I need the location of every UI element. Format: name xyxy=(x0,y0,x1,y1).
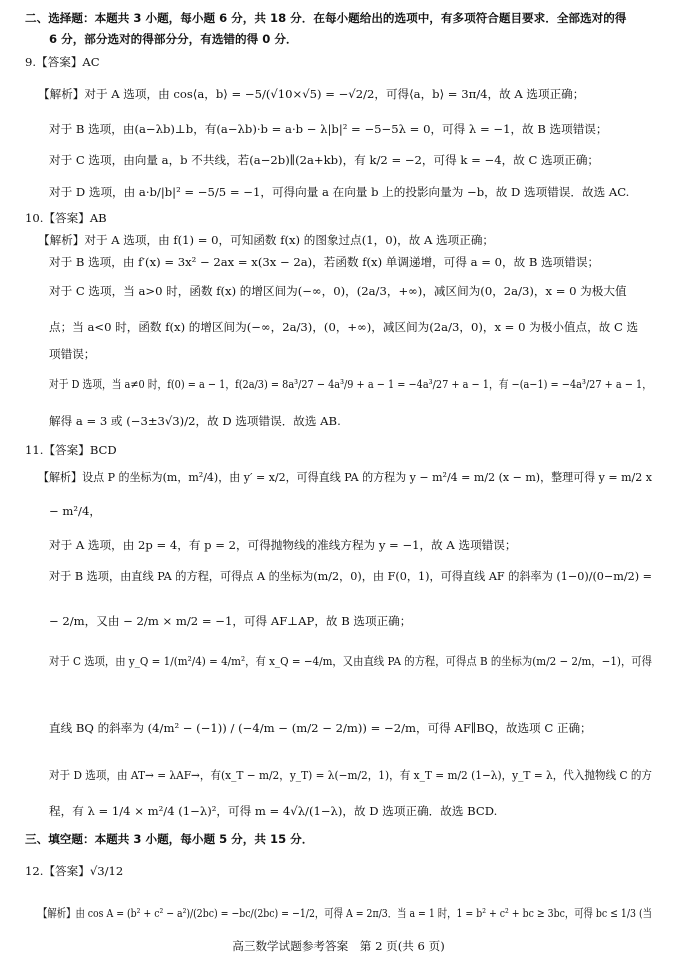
text-line-content: 项错误； xyxy=(49,347,96,361)
text-line-q11-b2 xyxy=(0,613,677,629)
text-line-q10-answer xyxy=(0,210,677,226)
page-footer: 高三数学试题参考答案 第 2 页(共 6 页) xyxy=(232,939,445,953)
text-line-q11-main2 xyxy=(0,503,677,519)
text-line-content: 【解析】设点 P 的坐标为(m，m²/4)，由 y′ = x/2，可得直线 PA 的方程为 y − m²/4 = m/2 (x − m)，整理可得 y = m/2 x xyxy=(38,470,652,484)
text-line-q10-d2 xyxy=(0,413,677,429)
text-line-content: 12.【答案】√3/12 xyxy=(25,864,124,878)
text-line-content: 对于 B 选项，由直线 PA 的方程，可得点 A 的坐标为(m/2，0)，由 F(0，1)，可得直线 AF 的斜率为 (1−0)/(0−m/2) = xyxy=(49,569,652,583)
text-line-content: 11.【答案】BCD xyxy=(25,443,117,457)
text-line-content: 对于 D 选项，由 AT→ = λAF→，有(x_T − m/2，y_T) = λ(−m/2，1)，有 x_T = m/2 (1−λ)，y_T = λ，代入抛物线 C 的方 xyxy=(49,768,652,782)
text-line-q10-d1 xyxy=(0,376,677,392)
text-line-q11-b1 xyxy=(0,568,677,584)
text-line-s3-title xyxy=(0,831,677,847)
text-line-content: 二、选择题：本题共 3 小题，每小题 6 分，共 18 分．在每小题给出的选项中，有多项符合题目要求．全部选对的得 xyxy=(25,11,627,25)
text-line-q11-c1 xyxy=(0,653,677,669)
text-line-q9-d xyxy=(0,184,677,200)
text-line-q9-answer xyxy=(0,54,677,70)
text-line-q10-a xyxy=(0,232,677,248)
text-line-content: 直线 BQ 的斜率为 (4/m² − (−1)) / (−4/m − (m/2 − 2/m)) = −2/m，可得 AF∥BQ，故选项 C 正确； xyxy=(49,721,592,735)
text-line-content: 【解析】对于 A 选项，由 cos⟨a，b⟩ = −5/(√10×√5) = −√2/2，可得⟨a，b⟩ = 3π/4，故 A 选项正确； xyxy=(38,87,585,101)
text-line-q11-c2 xyxy=(0,720,677,736)
text-line-content: − m²/4， xyxy=(49,504,101,518)
text-line-q9-a xyxy=(0,86,677,102)
text-line-content: 点；当 a<0 时，函数 f(x) 的增区间为(−∞，2a/3)，(0，+∞)，减区间为(2a/3，0)，x = 0 为极小值点，故 C 选 xyxy=(49,320,639,334)
text-line-content: 对于 B 选项，由 f′(x) = 3x² − 2ax = x(3x − 2a)，若函数 f(x) 单调递增，可得 a = 0，故 B 选项错误； xyxy=(49,255,600,269)
text-line-content: 程，有 λ = 1/4 × m²/4 (1−λ)²，可得 m = 4√λ/(1−λ)，故 D 选项正确．故选 BCD. xyxy=(49,804,498,818)
text-line-content: 对于 D 选项，当 a≠0 时，f(0) = a − 1，f(2a/3) = 8a³/27 − 4a³/9 + a − 1 = −4a³/27 + a − 1，有 −(a−1) = −4a³/27 + a − 1， xyxy=(49,377,652,391)
text-line-q10-c3 xyxy=(0,346,677,362)
text-line-content: 6 分，部分选对的得部分分，有选错的得 0 分． xyxy=(49,32,298,46)
text-line-content: 对于 C 选项，当 a>0 时，函数 f(x) 的增区间为(−∞，0)，(2a/3，+∞)，减区间为(0，2a/3)，x = 0 为极大值 xyxy=(49,284,627,298)
text-line-s2-title-1 xyxy=(0,10,677,26)
text-line-q12-answer xyxy=(0,863,677,879)
text-line-content: 对于 C 选项，由 y_Q = 1/(m²/4) = 4/m²，有 x_Q = −4/m，又由直线 PA 的方程，可得点 B 的坐标为(m/2 − 2/m，−1)，可得 xyxy=(49,654,652,668)
text-line-content: 对于 A 选项，由 2p = 4，有 p = 2，可得抛物线的准线方程为 y = −1，故 A 选项错误； xyxy=(49,538,517,552)
text-line-q11-d1 xyxy=(0,767,677,783)
text-line-q11-answer xyxy=(0,442,677,458)
text-line-content: 【解析】对于 A 选项，由 f(1) = 0，可知函数 f(x) 的图象过点(1，0)，故 A 选项正确； xyxy=(38,233,495,247)
text-line-q11-main1 xyxy=(0,469,677,485)
text-line-content: 对于 D 选项，由 a·b/|b|² = −5/5 = −1，可得向量 a 在向量 b 上的投影向量为 −b，故 D 选项错误．故选 AC. xyxy=(49,185,630,199)
text-line-q11-d2 xyxy=(0,803,677,819)
text-line-content: 对于 B 选项，由(a−λb)⊥b，有(a−λb)·b = a·b − λ|b|² = −5−5λ = 0，可得 λ = −1，故 B 选项错误； xyxy=(49,122,608,136)
text-line-content: 对于 C 选项，由向量 a，b 不共线，若(a−2b)∥(2a+kb)，有 k/2 = −2，可得 k = −4，故 C 选项正确； xyxy=(49,153,600,167)
text-line-content: 三、填空题：本题共 3 小题，每小题 5 分，共 15 分． xyxy=(25,832,314,846)
text-line-q11-a xyxy=(0,537,677,553)
text-line-content: 9.【答案】AC xyxy=(25,55,100,69)
text-line-content: 解得 a = 3 或 (−3±3√3)/2，故 D 选项错误．故选 AB. xyxy=(49,414,341,428)
text-line-s2-title-2 xyxy=(0,31,677,47)
text-line-content: 10.【答案】AB xyxy=(25,211,107,225)
text-line-q9-c xyxy=(0,152,677,168)
text-line-content: 【解析】由 cos A = (b² + c² − a²)/(2bc) = −bc/(2bc) = −1/2，可得 A = 2π/3．当 a = 1 时，1 = b² + c² + bc ≥ 3bc，可得 bc ≤ 1/3 (当 xyxy=(38,906,652,920)
text-line-q9-b xyxy=(0,121,677,137)
text-line-q10-c1 xyxy=(0,283,677,299)
text-line-q12-a xyxy=(0,905,677,921)
text-line-q10-c2 xyxy=(0,319,677,335)
text-line-content: − 2/m，又由 − 2/m × m/2 = −1，可得 AF⊥AP，故 B 选项正确； xyxy=(49,614,412,628)
text-line-q10-b xyxy=(0,254,677,270)
